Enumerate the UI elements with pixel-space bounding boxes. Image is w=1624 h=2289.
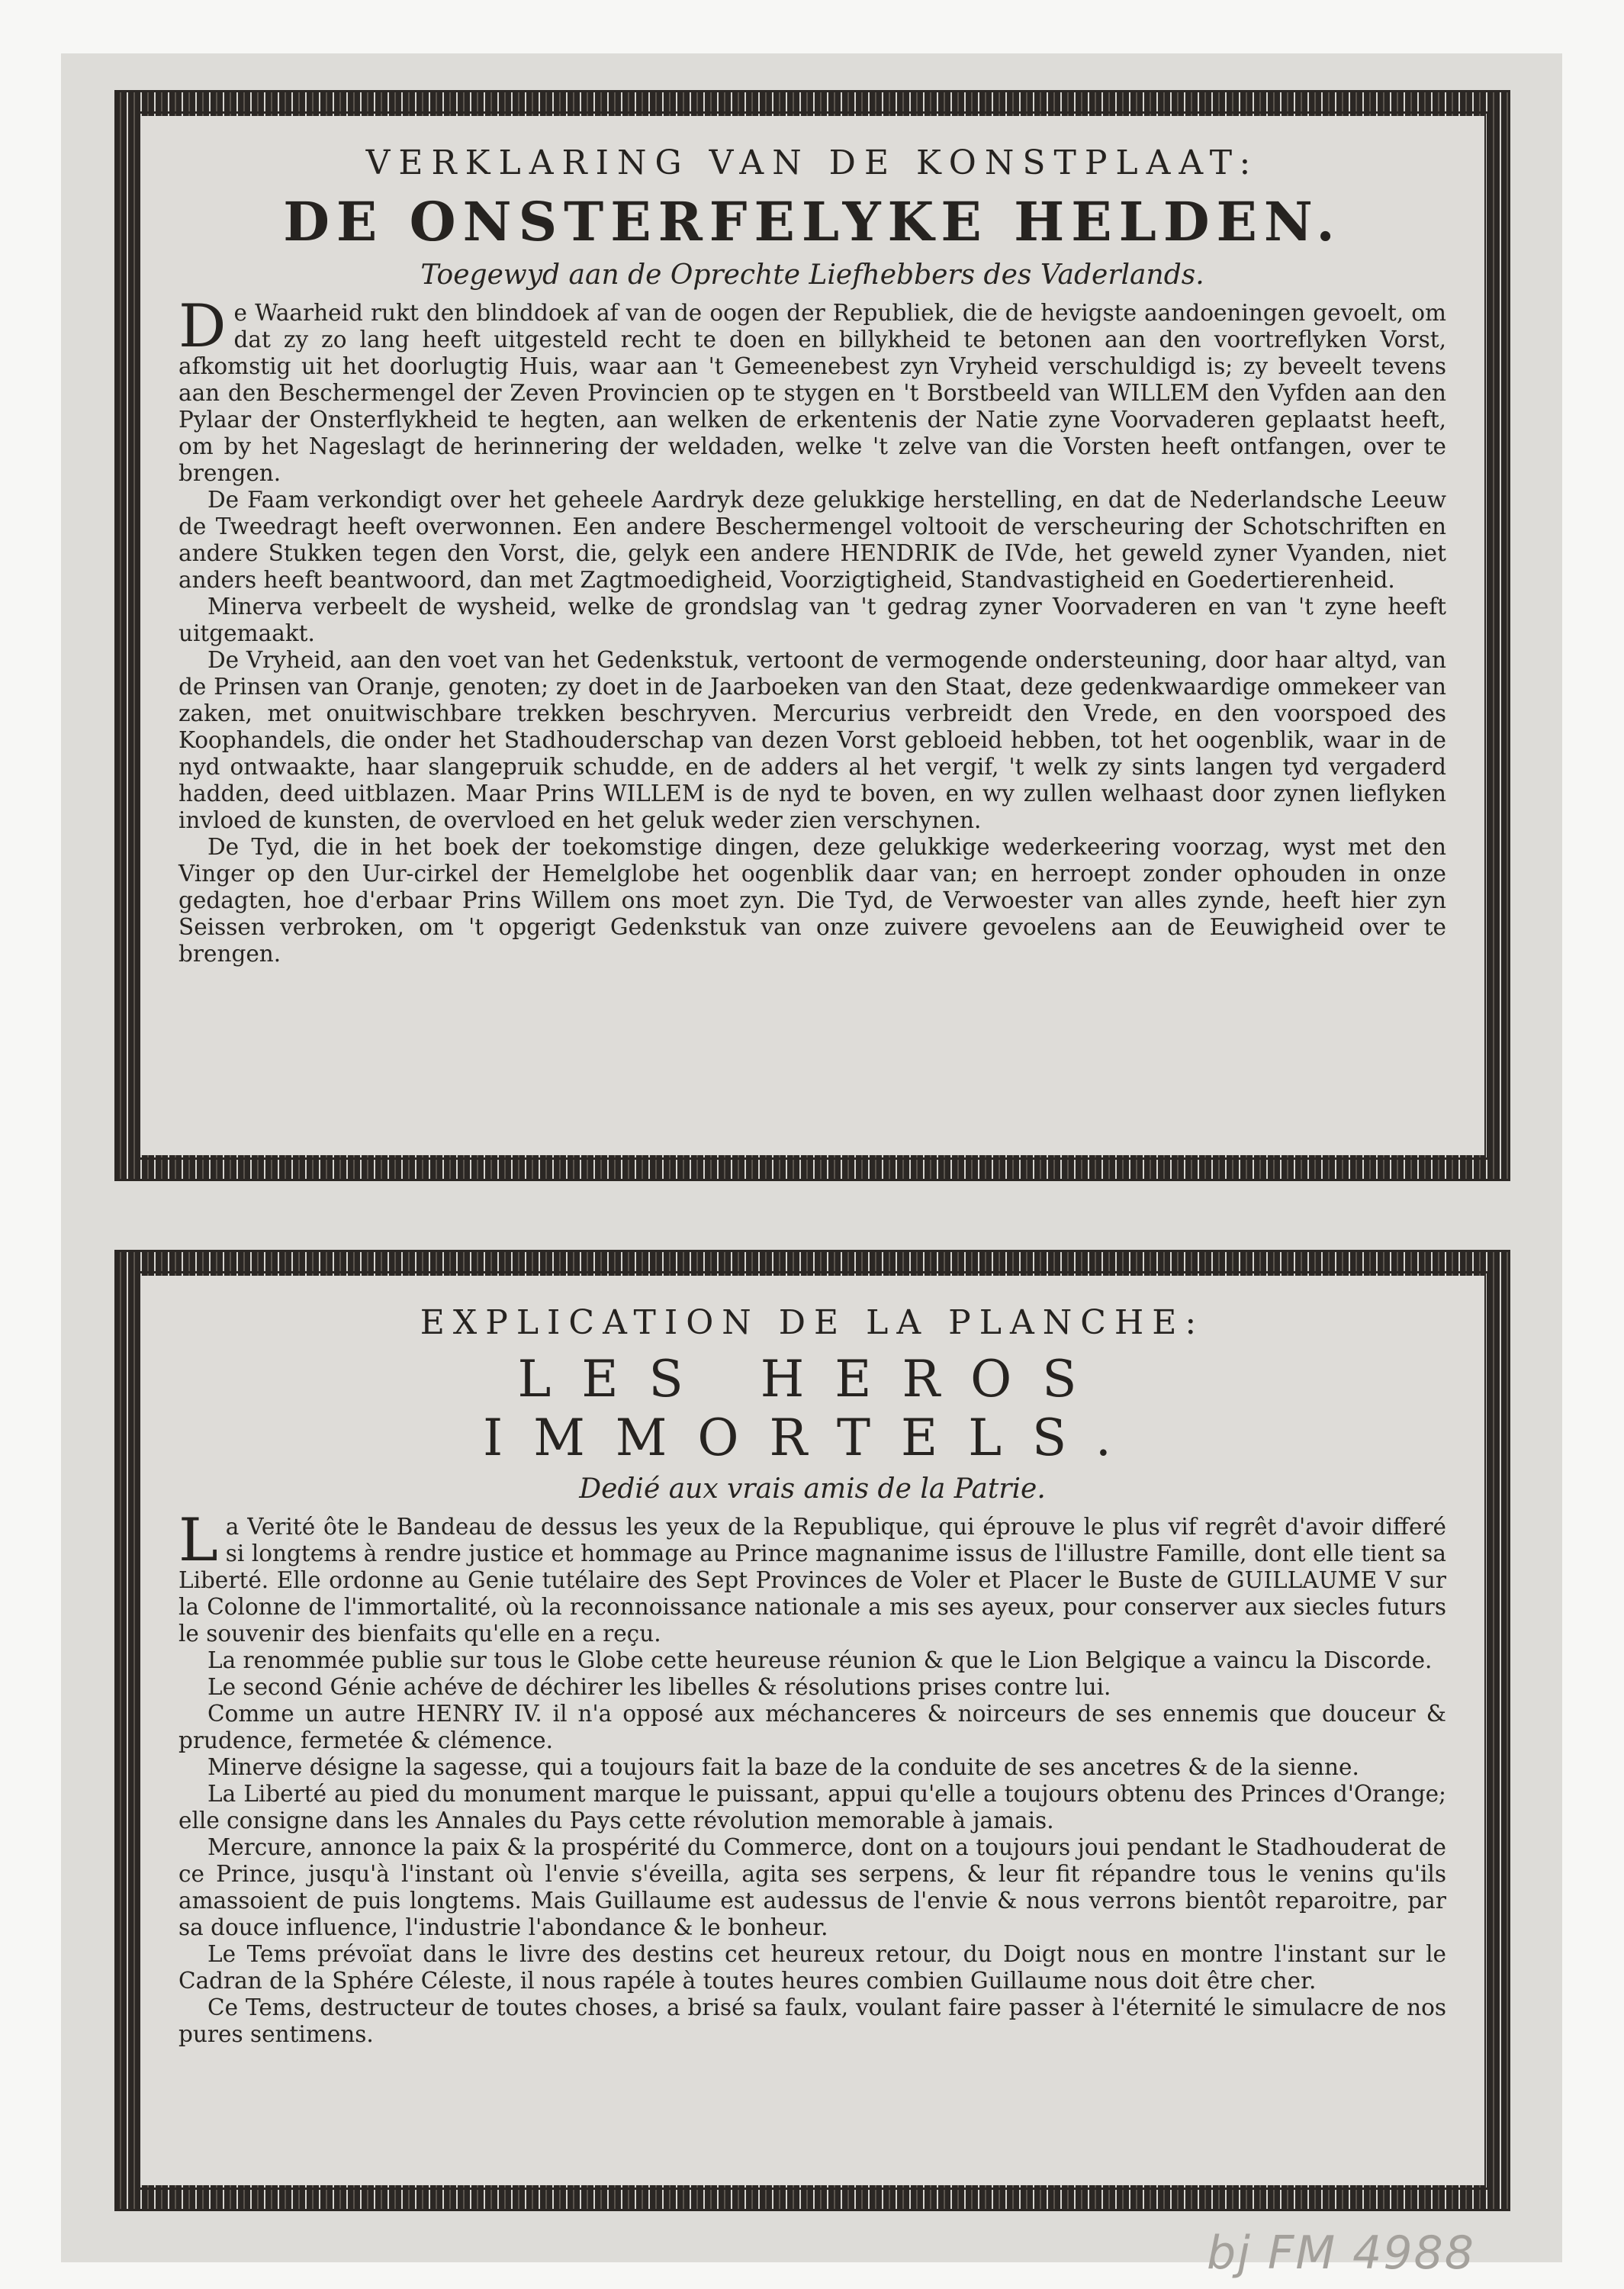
- dutch-paragraph: De Vryheid, aan den voet van het Gedenkstuk, vertoont de vermogende ondersteuning, door haar altyd, van de Prinsen van Oranje, genoten; zy doet in de Jaarboeken van den Staat, deze gedenkwaardige ommekeer van zaken, met onuitwischbare trekken beschryven. Mercurius verbreidt den Vrede, en den voorspoed des Koophandels, die onder het Stadhouderschap van dezen Vorst gebloeid hebben, tot het oogenblik, waar in de nyd ontwaakte, haar slangepruik schudde, en de adders al het vergif, 't welk zy sints langen tyd vergaderd hadden, deed uitblazen. Maar Prins WILLEM is de nyd te boven, en wy zullen welhaast door zynen lieflyken invloed de kunsten, de overvloed en het geluk weder zien verschynen.: [178, 647, 1446, 833]
- dutch-paragraph: Minerva verbeelt de wysheid, welke de grondslag van 't gedrag zyner Voorvaderen en van 't zyne heeft uitgemaakt.: [178, 594, 1446, 646]
- french-paragraph: La renommée publie sur tous le Globe cette heureuse réunion & que le Lion Belgique a vaincu la Discorde.: [207, 1647, 1433, 1673]
- dutch-header: VERKLARING VAN DE KONSTPLAAT:: [365, 143, 1259, 182]
- french-paragraph: Comme un autre HENRY IV. il n'a opposé aux méchanceres & noirceurs de ses ennemis que douceur & prudence, fermetée & clémence.: [178, 1701, 1446, 1753]
- dutch-dedication: Toegewyd aan de Oprechte Liefhebbers des Vaderlands.: [420, 259, 1204, 291]
- french-text-block: [178, 1296, 1446, 2170]
- french-paragraph: Minerve désigne la sagesse, qui a toujours fait la baze de la conduite de ses ancetres & de la sienne.: [207, 1754, 1359, 1780]
- french-paragraph: La Verité ôte le Bandeau de dessus les yeux de la Republique, qui éprouve le plus vif regrêt d'avoir differé si longtems à rendre justice et hommage au Prince magnanime issus de l'illustre Famille, dont elle tient sa Liberté. Elle ordonne au Genie tutélaire des Sept Provinces de Voler et Placer le Buste de GUILLAUME V sur la Colonne de l'immortalité, où la reconnoissance nationale a mis ses ayeux, pour conserver aux siecles futurs le souvenir des bienfaits qu'elle en a reçu.: [178, 1506, 1446, 1647]
- dutch-paragraph: De Faam verkondigt over het geheele Aardryk deze gelukkige herstelling, en dat de Nederlandsche Leeuw de Tweedragt heeft overwonnen. Een andere Beschermengel voltooit de verscheuring der Schotschriften en andere Stukken tegen den Vorst, die, gelyk een andere HENDRIK de IVde, het geweld zyner Vyanden, niet anders heeft beantwoord, dan met Zagtmoedigheid, Voorzigtigheid, Standvastigheid en Goedertierenheid.: [178, 487, 1446, 593]
- dutch-title: DE ONSTERFELYKE HELDEN.: [283, 190, 1342, 253]
- french-paragraph: Mercure, annonce la paix & la prospérité du Commerce, dont on a toujours joui pendant le Stadhouderat de ce Prince, jusqu'à l'instant où l'envie s'éveilla, agita ses serpens, & leur fit répandre tous le venins qu'ils amassoient de puis longtems. Mais Guillaume est audessus de l'envie & nous verrons bientôt reparoitre, par sa douce influence, l'industrie l'abondance & le bonheur.: [178, 1834, 1446, 1940]
- drop-cap: D: [178, 292, 227, 361]
- french-dedication: Dedié aux vrais amis de la Patrie.: [579, 1473, 1046, 1505]
- french-title: LES HEROS IMMORTELS.: [483, 1350, 1142, 1467]
- french-paragraph: Le Tems prévoïat dans le livre des destins cet heureux retour, du Doigt nous en montre l'instant sur le Cadran de la Sphére Céleste, il nous rapéle à toutes heures combien Guillaume nous doit être cher.: [178, 1941, 1446, 1994]
- dutch-paragraph: De Tyd, die in het boek der toekomstige dingen, deze gelukkige wederkeering voorzag, wyst met den Vinger op den Uur-cirkel der Hemelglobe het oogenblik daar van; en herroept zonder ophouden in onze gedagten, hoe d'erbaar Prins Willem ons moet zyn. Die Tyd, de Verwoester van alles zynde, heeft hier zyn Seissen verbroken, om 't opgerigt Gedenkstuk van onze zuivere gevoelens aan de Eeuwigheid over te brengen.: [178, 834, 1446, 967]
- french-paragraph: Le second Génie achéve de déchirer les libelles & résolutions prises contre lui.: [207, 1674, 1111, 1700]
- french-explanation-panel: [114, 1250, 1510, 2211]
- drop-cap: L: [178, 1506, 218, 1575]
- dutch-explanation-panel: [114, 90, 1510, 1181]
- dutch-body: [178, 292, 1446, 967]
- inventory-stamp: bj FM 4988: [1207, 2226, 1475, 2280]
- dutch-text-block: [178, 136, 1446, 1140]
- french-body: [178, 1506, 1446, 2048]
- french-header: EXPLICATION DE LA PLANCHE:: [420, 1303, 1205, 1342]
- french-paragraph: La Liberté au pied du monument marque le puissant, appui qu'elle a toujours obtenu des Princes d'Orange; elle consigne dans les Annales du Pays cette révolution memorable à jamais.: [178, 1781, 1446, 1833]
- french-paragraph: Ce Tems, destructeur de toutes choses, a brisé sa faulx, voulant faire passer à l'éternité le simulacre de nos pures sentimens.: [178, 1994, 1446, 2047]
- dutch-paragraph: De Waarheid rukt den blinddoek af van de oogen der Republiek, die de hevigste aandoeningen gevoelt, om dat zy zo lang heeft uitgesteld recht te doen en billykheid te betonen aan den voortreflyken Vorst, afkomstig uit het doorlugtig Huis, waar aan 't Gemeenebest zyn Vryheid verschuldigd is; zy beveelt tevens aan den Beschermengel der Zeven Provincien op te stygen en 't Borstbeeld van WILLEM den Vyfden aan den Pylaar der Onsterflykheid te hegten, aan welken de erkentenis der Natie zyne Voorvaderen geplaatst heeft, om by het Nageslagt de herinnering der weldaden, welke 't zelve van die Vorsten heeft ontfangen, over te brengen.: [178, 292, 1446, 486]
